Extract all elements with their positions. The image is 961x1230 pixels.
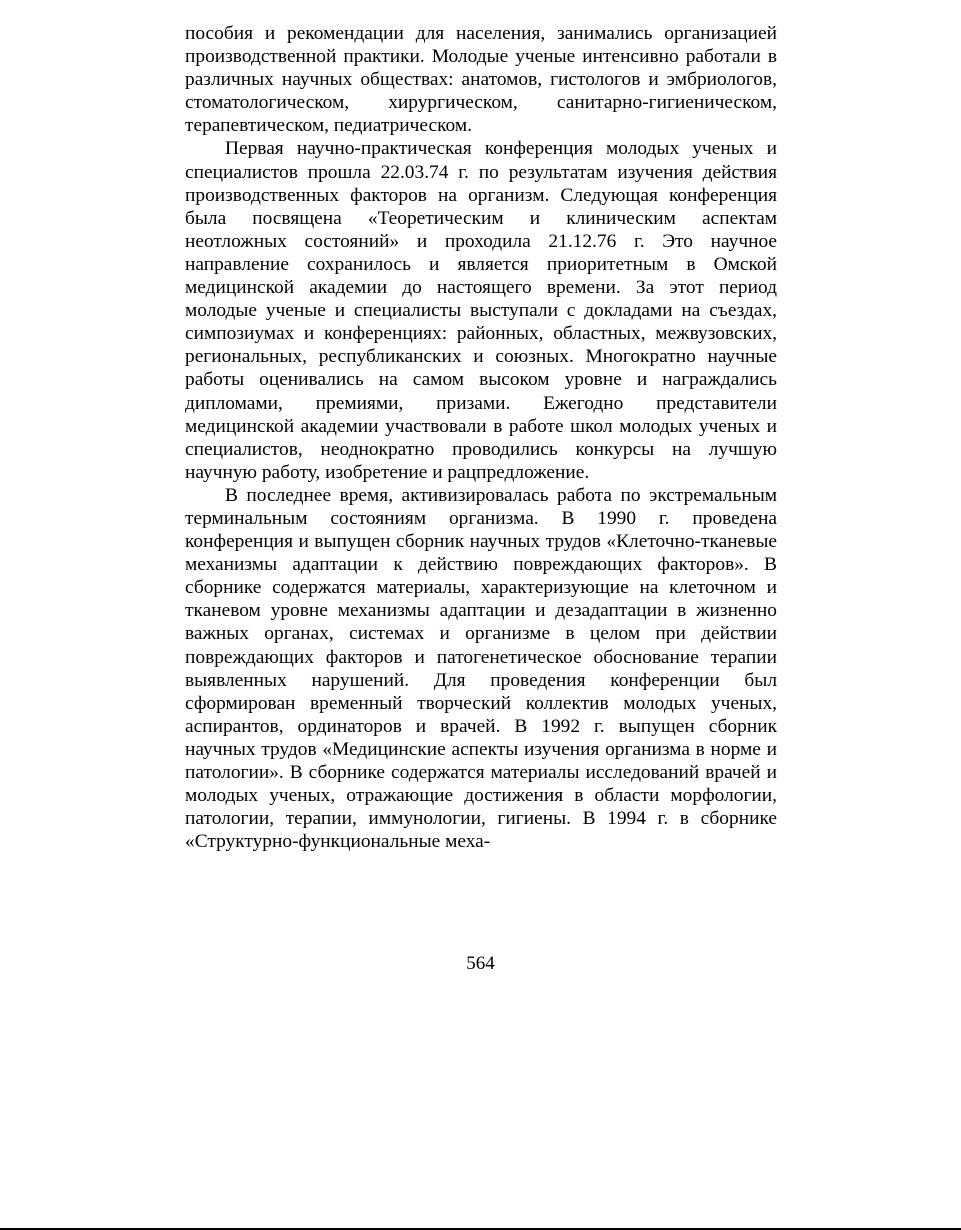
paragraph-first-conference: Первая научно-практическая конференция молодых ученых и специалистов прошла 22.03.74 г. по результатам изучения действия производственных факторов на организм. Следующая конференция была посвящена «Теоретическим и клиническим аспектам неотложных состояний» и проходила 21.12.76 г. Это научное направление сохранилось и является приоритетным в Омской медицинской академии до настоящего времени. За этот период молодые ученые и специалисты выступали с докладами на съездах, симпозиумах и конференциях: районных, областных, межвузовских, региональных, республиканских и союзных. Многократно научные работы оценивались на самом высоком уровне и награждались дипломами, премиями, призами. Ежегодно представители медицинской академии участвовали в работе школ молодых ученых и специалистов, неоднократно проводились конкурсы на лучшую научную работу, изобретение и рацпредложение.	[185, 138, 777, 483]
paragraph-recent-work: В последнее время, активизировалась работа по экстремальным терминальным состояниям организма. В 1990 г. проведена конференция и выпущен сборник научных трудов «Клеточно-тканевые механизмы адаптации к действию повреждающих факторов». В сборнике содержатся материалы, характеризующие на клеточном и тканевом уровне механизмы адаптации и дезадаптации в жизненно важных органах, системах и организме в целом при действии повреждающих факторов и патогенетическое обоснование терапии выявленных нарушений. Для проведения конференции был сформирован временный творческий коллектив молодых ученых, аспирантов, ординаторов и врачей. В 1992 г. выпущен сборник научных трудов «Медицинские аспекты изучения организма в норме и патологии». В сборнике содержатся материалы исследований врачей и молодых ученых, отражающие достижения в области морфологии, патологии, терапии, иммунологии, гигиены. В 1994 г. в сборнике «Структурно-функциональные меха-	[185, 484, 777, 853]
paragraph-continuation: пособия и рекомендации для населения, занимались организацией производственной практики. Молодые ученые интенсивно работали в различных научных обществах: анатомов, гистологов и эмбриологов, стоматологическом, хирургическом, санитарно-гигиеническом, терапевтическом, педиатрическом.	[185, 23, 777, 137]
page-number: 564	[466, 953, 495, 974]
page-body	[185, 22, 777, 853]
